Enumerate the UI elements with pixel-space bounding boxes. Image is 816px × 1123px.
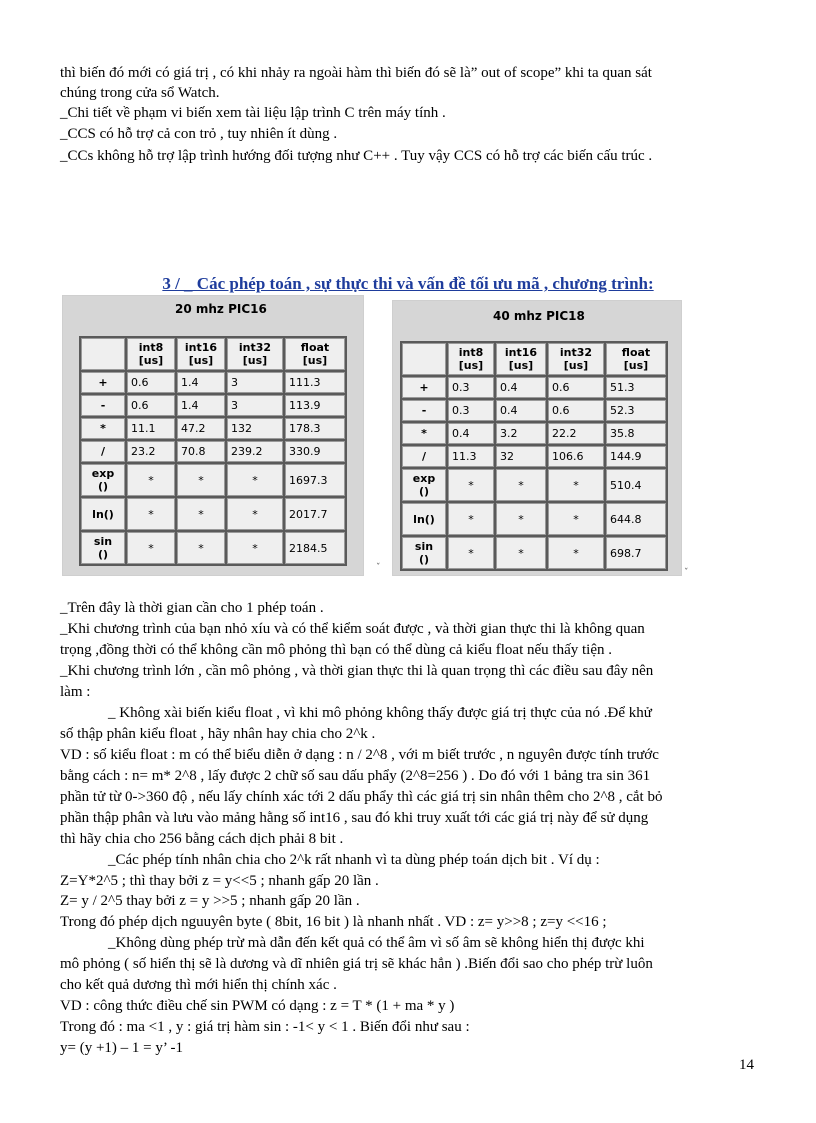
- text-line: trọng ,đồng thời có thể không cần mô phỏng thì bạn có thể dùng cả kiểu float nếu thấy tiện .: [60, 642, 612, 658]
- operation-cell: exp (): [402, 469, 446, 501]
- table-row: [81, 464, 345, 496]
- text-line: _Khi chương trình của bạn nhỏ xíu và có thể kiểm soát được , và thời gian thực thi là không quan: [60, 621, 645, 637]
- table-row: [402, 469, 666, 501]
- operation-cell: sin (): [81, 532, 125, 564]
- value-cell: *: [227, 498, 283, 530]
- value-cell: *: [127, 498, 175, 530]
- page-number: 14: [739, 1057, 754, 1073]
- column-header: int8 [us]: [127, 338, 175, 370]
- corner-cell: [402, 343, 446, 375]
- value-cell: *: [448, 503, 494, 535]
- value-cell: 23.2: [127, 441, 175, 462]
- value-cell: *: [548, 537, 604, 569]
- value-cell: 0.6: [548, 377, 604, 398]
- column-header: int32 [us]: [548, 343, 604, 375]
- text-line: Trong đó phép dịch nguuyên byte ( 8bit, 16 bit ) là nhanh nhất . VD : z= y>>8 ; z=y <<16 ;: [60, 914, 607, 930]
- pic18-figure: [392, 300, 682, 576]
- text-line: _Không dùng phép trừ mà dẫn đến kết quả có thể âm vì số âm sẽ không hiển thị được khi: [108, 935, 645, 951]
- operation-cell: *: [81, 418, 125, 439]
- value-cell: 3: [227, 372, 283, 393]
- column-header: int32 [us]: [227, 338, 283, 370]
- table-row: [402, 503, 666, 535]
- text-line: chúng trong cửa sổ Watch.: [60, 85, 220, 101]
- value-cell: 510.4: [606, 469, 666, 501]
- operation-cell: +: [81, 372, 125, 393]
- value-cell: 0.6: [127, 395, 175, 416]
- operation-cell: +: [402, 377, 446, 398]
- section-heading: 3 / _ Các phép toán , sự thực thi và vấn đề tối ưu mã , chương trình:: [162, 274, 654, 293]
- table-row: [81, 498, 345, 530]
- pic16-figure: [62, 295, 364, 576]
- text-line: thì hãy chia cho 256 bằng cách dịch phải 8 bit .: [60, 831, 344, 847]
- table-row: [402, 446, 666, 467]
- value-cell: 0.4: [448, 423, 494, 444]
- text-line: phần tử từ 0->360 độ , nếu lấy chính xác tới 2 dấu phẩy thì các giá trị sin nhân thêm cho 2^8 , cắt bỏ: [60, 789, 663, 805]
- text-line: Z= y / 2^5 thay bởi z = y >>5 ; nhanh gấp 20 lần .: [60, 893, 360, 909]
- pic18-title: 40 mhz PIC18: [493, 309, 585, 323]
- value-cell: 106.6: [548, 446, 604, 467]
- value-cell: 178.3: [285, 418, 345, 439]
- value-cell: *: [177, 532, 225, 564]
- text-line: số thập phân kiểu float , hãy nhân hay chia cho 2^k .: [60, 726, 376, 742]
- value-cell: 0.6: [127, 372, 175, 393]
- column-header: float [us]: [285, 338, 345, 370]
- operation-cell: -: [402, 400, 446, 421]
- value-cell: 52.3: [606, 400, 666, 421]
- corner-cell: [81, 338, 125, 370]
- table-row: [81, 532, 345, 564]
- operation-cell: ln(): [81, 498, 125, 530]
- value-cell: 47.2: [177, 418, 225, 439]
- value-cell: *: [177, 464, 225, 496]
- value-cell: 644.8: [606, 503, 666, 535]
- table-header-row: [402, 343, 666, 375]
- table-row: [402, 423, 666, 444]
- value-cell: 330.9: [285, 441, 345, 462]
- operation-cell: ln(): [402, 503, 446, 535]
- text-line: Z=Y*2^5 ; thì thay bởi z = y<<5 ; nhanh gấp 20 lần .: [60, 873, 379, 889]
- value-cell: 11.1: [127, 418, 175, 439]
- text-line: làm :: [60, 684, 91, 700]
- value-cell: 2184.5: [285, 532, 345, 564]
- text-line: _CCS có hỗ trợ cả con trỏ , tuy nhiên ít dùng .: [60, 126, 338, 142]
- table-row: [402, 400, 666, 421]
- text-line: bằng cách : n= m* 2^8 , lấy được 2 chữ số sau dấu phẩy (2^8=256 ) . Do đó với 1 bảng tra sin 361: [60, 768, 651, 784]
- value-cell: 0.6: [548, 400, 604, 421]
- pic18-table: [400, 341, 668, 571]
- value-cell: 0.3: [448, 400, 494, 421]
- text-line: VD : số kiểu float : m có thể biểu diễn ở dạng : n / 2^8 , với m biết trước , n nguyên được tính trước: [60, 747, 659, 763]
- value-cell: 111.3: [285, 372, 345, 393]
- text-line: _Các phép tính nhân chia cho 2^k rất nhanh vì ta dùng phép toán dịch bit . Ví dụ :: [108, 852, 600, 868]
- value-cell: 698.7: [606, 537, 666, 569]
- value-cell: 1.4: [177, 372, 225, 393]
- text-line: y= (y +1) – 1 = y’ -1: [60, 1040, 183, 1056]
- text-line: phần thập phân và lưu vào mảng hằng số int16 , sau đó khi truy xuất tới các giá trị này để sử dụng: [60, 810, 649, 826]
- value-cell: 1.4: [177, 395, 225, 416]
- text-line: _Chi tiết về phạm vi biến xem tài liệu lập trình C trên máy tính .: [60, 105, 446, 121]
- value-cell: 3.2: [496, 423, 546, 444]
- text-line: mô phỏng ( số hiển thị sẽ là dương và dĩ nhiên giá trị sẽ khác hẳn ) .Biến đổi sao cho phép trừ luôn: [60, 956, 653, 972]
- value-cell: 35.8: [606, 423, 666, 444]
- text-line: Trong đó : ma <1 , y : giá trị hàm sin : -1< y < 1 . Biến đổi như sau :: [60, 1019, 470, 1035]
- pic16-table: [79, 336, 347, 566]
- table-row: [81, 441, 345, 462]
- operation-cell: exp (): [81, 464, 125, 496]
- operation-cell: -: [81, 395, 125, 416]
- value-cell: *: [548, 469, 604, 501]
- table-row: [81, 372, 345, 393]
- value-cell: 2017.7: [285, 498, 345, 530]
- text-line: cho kết quả dương thì mới hiển thị chính xác .: [60, 977, 337, 993]
- table-row: [402, 537, 666, 569]
- value-cell: *: [127, 464, 175, 496]
- text-line: _CCs không hỗ trợ lập trình hướng đối tượng như C++ . Tuy vậy CCS có hỗ trợ các biến cấu trúc .: [60, 148, 653, 164]
- value-cell: 239.2: [227, 441, 283, 462]
- value-cell: *: [496, 503, 546, 535]
- value-cell: 51.3: [606, 377, 666, 398]
- table-row: [81, 395, 345, 416]
- value-cell: 32: [496, 446, 546, 467]
- value-cell: 113.9: [285, 395, 345, 416]
- value-cell: *: [227, 532, 283, 564]
- value-cell: *: [548, 503, 604, 535]
- operation-cell: sin (): [402, 537, 446, 569]
- text-line: VD : công thức điều chế sin PWM có dạng : z = T * (1 + ma * y ): [60, 998, 455, 1014]
- value-cell: *: [496, 469, 546, 501]
- value-cell: 0.4: [496, 377, 546, 398]
- column-header: int16 [us]: [177, 338, 225, 370]
- operation-cell: /: [402, 446, 446, 467]
- value-cell: 132: [227, 418, 283, 439]
- value-cell: 70.8: [177, 441, 225, 462]
- value-cell: 144.9: [606, 446, 666, 467]
- value-cell: 1697.3: [285, 464, 345, 496]
- caret-mark: ˇ: [684, 568, 689, 578]
- value-cell: *: [496, 537, 546, 569]
- value-cell: 0.4: [496, 400, 546, 421]
- value-cell: *: [448, 469, 494, 501]
- column-header: int8 [us]: [448, 343, 494, 375]
- value-cell: *: [227, 464, 283, 496]
- text-line: thì biến đó mới có giá trị , có khi nhảy ra ngoài hàm thì biến đó sẽ là” out of scope” khi ta quan sát: [60, 65, 652, 81]
- table-row: [402, 377, 666, 398]
- caret-mark: ˇ: [376, 563, 381, 573]
- operation-cell: *: [402, 423, 446, 444]
- value-cell: 3: [227, 395, 283, 416]
- value-cell: *: [127, 532, 175, 564]
- text-line: _Trên đây là thời gian cần cho 1 phép toán .: [60, 600, 324, 616]
- pic16-title: 20 mhz PIC16: [175, 302, 267, 316]
- table-row: [81, 418, 345, 439]
- value-cell: 11.3: [448, 446, 494, 467]
- operation-cell: /: [81, 441, 125, 462]
- column-header: float [us]: [606, 343, 666, 375]
- text-line: _ Không xài biến kiểu float , vì khi mô phỏng không thấy được giá trị thực của nó .Để khử: [108, 705, 652, 721]
- value-cell: *: [177, 498, 225, 530]
- value-cell: *: [448, 537, 494, 569]
- column-header: int16 [us]: [496, 343, 546, 375]
- table-header-row: [81, 338, 345, 370]
- value-cell: 22.2: [548, 423, 604, 444]
- value-cell: 0.3: [448, 377, 494, 398]
- text-line: _Khi chương trình lớn , cần mô phỏng , và thời gian thực thi là quan trọng thì các điều sau đây nên: [60, 663, 654, 679]
